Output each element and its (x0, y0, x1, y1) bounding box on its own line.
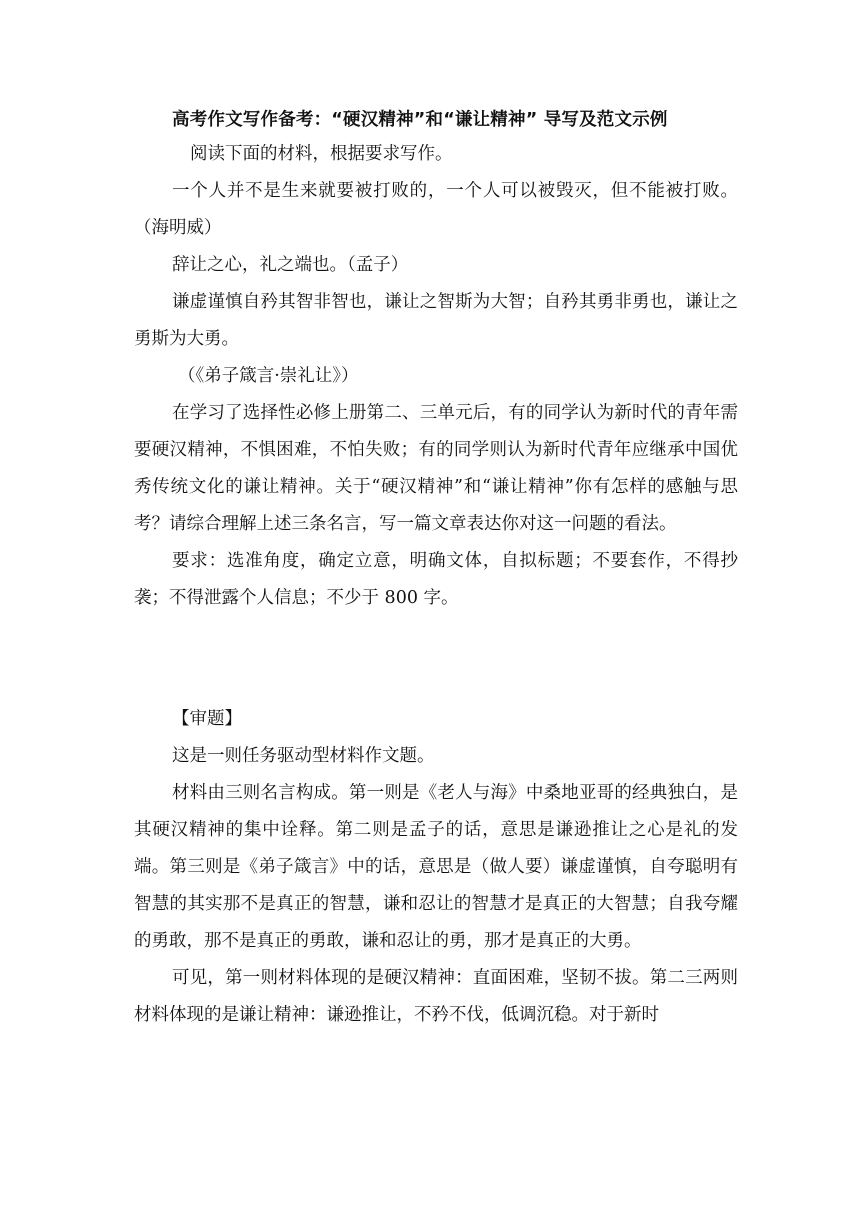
section-spacer (134, 617, 738, 701)
quote-mencius: 辞让之心，礼之端也。（孟子） (172, 255, 409, 275)
document-body (134, 104, 738, 1034)
analysis-paragraph-2: 材料由三则名言构成。第一则是《老人与海》中桑地亚哥的经典独白，是其硬汉精神的集中诠释。第二则是孟子的话，意思是谦逊推让之心是礼的发端。第三则是《弟子箴言》中的话，意思是（做人要）谦虚谨慎，自夸聪明有智慧的其实那不是真正的智慧，谦和忍让的智慧才是真正的大智慧；自我夸耀的勇敢，那不是真正的勇敢，谦和忍让的勇，那才是真正的大勇。 (134, 783, 738, 951)
section-heading: 【审题】 (172, 709, 242, 729)
requirements-paragraph: 要求：选准角度，确定立意，明确文体，自拟标题；不要套作，不得抄袭；不得泄露个人信息；不少于 800 字。 (134, 551, 738, 608)
analysis-paragraph-1: 这是一则任务驱动型材料作文题。 (172, 746, 435, 766)
document-title: 高考作文写作备考：“硬汉精神”和“谦让精神” 导写及范文示例 (172, 110, 668, 130)
intro-paragraph: 阅读下面的材料，根据要求写作。 (190, 144, 453, 164)
analysis-paragraph-3: 可见，第一则材料体现的是硬汉精神：直面困难，坚韧不拔。第二三两则材料体现的是谦让精神：谦逊推让，不矜不伐，低调沉稳。对于新时 (134, 968, 738, 1025)
task-paragraph: 在学习了选择性必修上册第二、三单元后，有的同学认为新时代的青年需要硬汉精神，不惧困难，不怕失败；有的同学则认为新时代青年应继承中国优秀传统文化的谦让精神。关于“硬汉精神”和“谦让精神”你有怎样的感触与思考？请综合理解上述三条名言，写一篇文章表达你对这一问题的看法。 (134, 403, 738, 534)
quote-hemingway: 一个人并不是生来就要被打败的，一个人可以被毁灭，但不能被打败。（海明威） (134, 181, 738, 238)
quote-dizi-zhenyan: 谦虚谨慎自矜其智非智也，谦让之智斯为大智；自矜其勇非勇也，谦让之勇斯为大勇。 (134, 292, 738, 349)
quote-source: （《弟子箴言·崇礼让》） (178, 366, 359, 386)
